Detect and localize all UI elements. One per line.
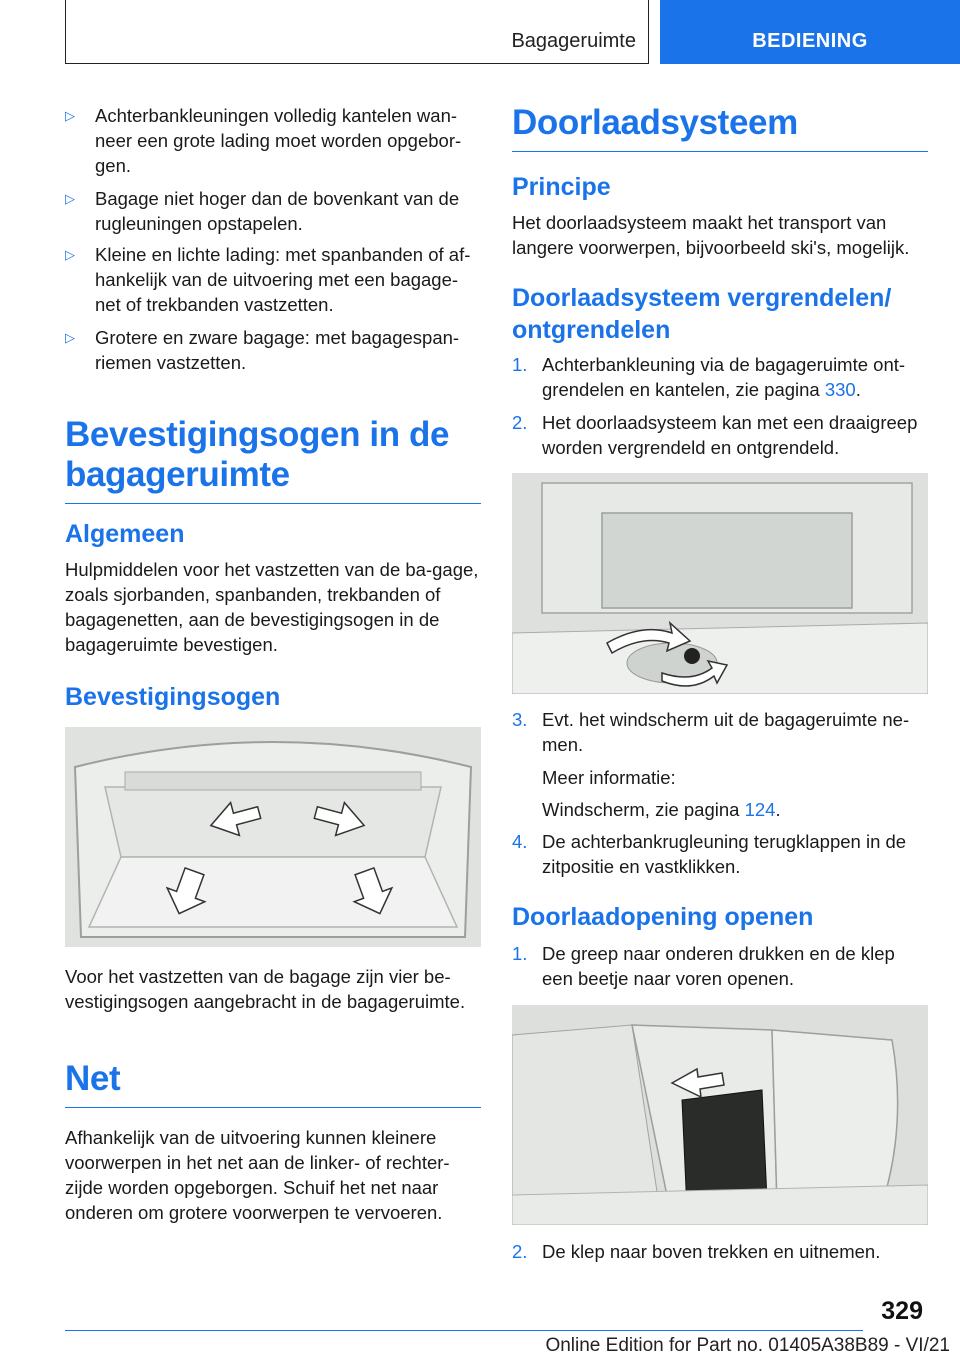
page-link[interactable]: 124: [744, 799, 776, 820]
step-number: 1.: [512, 943, 528, 964]
bullet-text: Bagage niet hoger dan de bovenkant van de rugleuningen opstapelen.: [95, 188, 460, 234]
header-section-box: [65, 0, 649, 64]
heading-bevestigingsogen-bagageruimte: Bevestigingsogen in de bagageruimte: [65, 415, 481, 504]
bullet-triangle-icon: ▷: [65, 108, 75, 123]
step-text: Het doorlaadsysteem kan met een draaigreep worden vergrendeld en ontgrendeld.: [542, 412, 918, 458]
step-text: De klep naar boven trekken en uitnemen.: [542, 1241, 881, 1262]
bullet-text: Achterbankleuningen volledig kantelen wan-neer een grote lading moet worden opgebor-gen.: [95, 105, 462, 176]
heading-doorlaadopening-openen: Doorlaadopening openen: [512, 903, 814, 931]
step-text: Evt. het windscherm uit de bagageruimte ne-men.: [542, 709, 910, 755]
page-number: 329: [881, 1297, 923, 1325]
windscreen-reference: Windscherm, zie pagina 124.: [542, 799, 781, 820]
paragraph-bevestigingsogen: Voor het vastzetten van de bagage zijn vier be-vestigingsogen aangebracht in de bagageruimte.: [65, 966, 466, 1012]
heading-vergrendelen-ontgrendelen: Doorlaadsysteem vergrendelen/ ontgrendelen: [512, 284, 892, 344]
more-info-label: Meer informatie:: [542, 767, 676, 788]
heading-algemeen: Algemeen: [65, 520, 185, 548]
bullet-text: Grotere en zware bagage: met bagagespan-riemen vastzetten.: [95, 327, 460, 373]
step-number: 3.: [512, 709, 528, 730]
step-text: Achterbankleuning via de bagageruimte ont-grendelen en kantelen, zie pagina 330.: [542, 354, 906, 400]
step-number: 1.: [512, 354, 528, 375]
bullet-text: Kleine en lichte lading: met spanbanden of af-hankelijk van de uitvoering met een bagage-net of trekbanden vastzetten.: [95, 244, 471, 315]
header-section-title: Bagageruimte: [511, 30, 636, 52]
header-chapter-title: BEDIENING: [752, 30, 868, 52]
page-link[interactable]: 330: [824, 379, 856, 400]
step-text: De greep naar onderen drukken en de klep een beetje naar voren openen.: [542, 943, 895, 989]
bullet-triangle-icon: ▷: [65, 191, 75, 206]
heading-doorlaadsysteem: Doorlaadsysteem: [512, 103, 928, 152]
paragraph-principe: Het doorlaadsysteem maakt het transport van langere voorwerpen, bijvoorbeeld ski's, mogelijk.: [512, 212, 910, 258]
heading-principe: Principe: [512, 173, 611, 201]
step-text: De achterbankrugleuning terugklappen in de zitpositie en vastklikken.: [542, 831, 907, 877]
photo-through-loading-flap: [512, 1005, 928, 1225]
bullet-triangle-icon: ▷: [65, 247, 75, 262]
heading-bevestigingsogen: Bevestigingsogen: [65, 683, 281, 711]
step-number: 2.: [512, 1241, 528, 1262]
paragraph-net: Afhankelijk van de uitvoering kunnen kleinere voorwerpen in het net aan de linker- of rechter-zijde worden opgeborgen. Schuif het net naar onderen om grotere voorwerpen te vervoeren.: [65, 1127, 450, 1223]
paragraph-algemeen: Hulpmiddelen voor het vastzetten van de ba-gage, zoals sjorbanden, spanbanden, trekbanden of bagagenetten, aan de bevestigingsogen in de bagageruimte bevestigen.: [65, 559, 479, 655]
photo-through-loading-rotary-handle: [512, 473, 928, 694]
photo-luggage-compartment-lashing-eyes: [65, 727, 481, 947]
bullet-triangle-icon: ▷: [65, 330, 75, 345]
step-number: 2.: [512, 412, 528, 433]
header-chapter-tab: [660, 0, 960, 64]
heading-net: Net: [65, 1059, 481, 1108]
footer-divider: [65, 1330, 863, 1331]
footer-edition: Online Edition for Part no. 01405A38B89 - VI/21: [545, 1335, 950, 1356]
step-number: 4.: [512, 831, 528, 852]
